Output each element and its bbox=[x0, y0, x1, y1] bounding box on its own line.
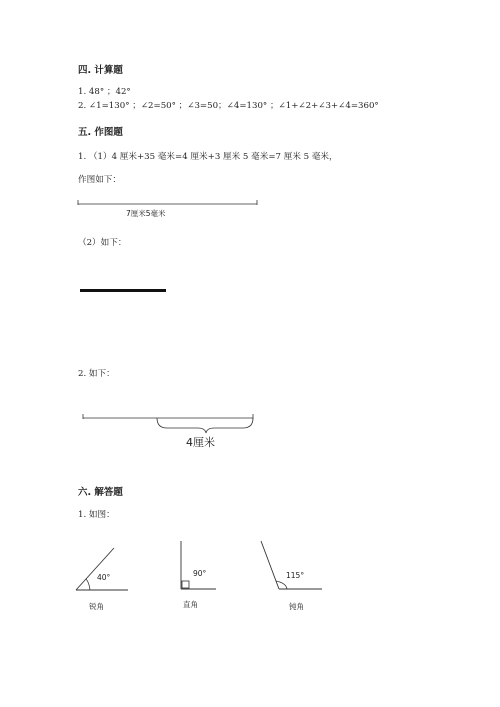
angle-name-label: 钝角 bbox=[289, 602, 304, 611]
right-angle-figure bbox=[181, 541, 216, 589]
answer-line: 2. 如下： bbox=[78, 369, 115, 379]
angle-degree-label: 40° bbox=[97, 573, 111, 582]
answer-line: 1. 48° ；42° bbox=[78, 87, 131, 97]
section-heading-solutions: 六. 解答题 bbox=[78, 487, 123, 498]
acute-angle-figure bbox=[76, 548, 128, 590]
segment-label: 7厘米5毫米 bbox=[126, 209, 166, 218]
angle-degree-label: 90° bbox=[193, 569, 207, 578]
obtuse-angle-figure bbox=[261, 541, 322, 589]
angle-name-label: 锐角 bbox=[89, 602, 104, 611]
answer-line: 2. ∠1=130° ；∠2=50° ；∠3=50；∠4=130° ；∠1+∠2+∠3+∠4=360° bbox=[78, 101, 379, 111]
answer-line: （2）如下： bbox=[78, 238, 127, 248]
segment-label: 4厘米 bbox=[186, 436, 215, 449]
angle-degree-label: 115° bbox=[286, 571, 305, 580]
angle-name-label: 直角 bbox=[183, 600, 198, 609]
answer-line: 作图如下： bbox=[78, 175, 121, 185]
section-heading-drawing: 五. 作图题 bbox=[78, 127, 123, 138]
answer-line: 1. （1）4 厘米+35 毫米=4 厘米+3 厘米 5 毫米=7 厘米 5 毫米， bbox=[78, 152, 338, 162]
section-heading-calculation: 四. 计算题 bbox=[78, 65, 123, 76]
answer-line: 1. 如图： bbox=[78, 510, 115, 520]
